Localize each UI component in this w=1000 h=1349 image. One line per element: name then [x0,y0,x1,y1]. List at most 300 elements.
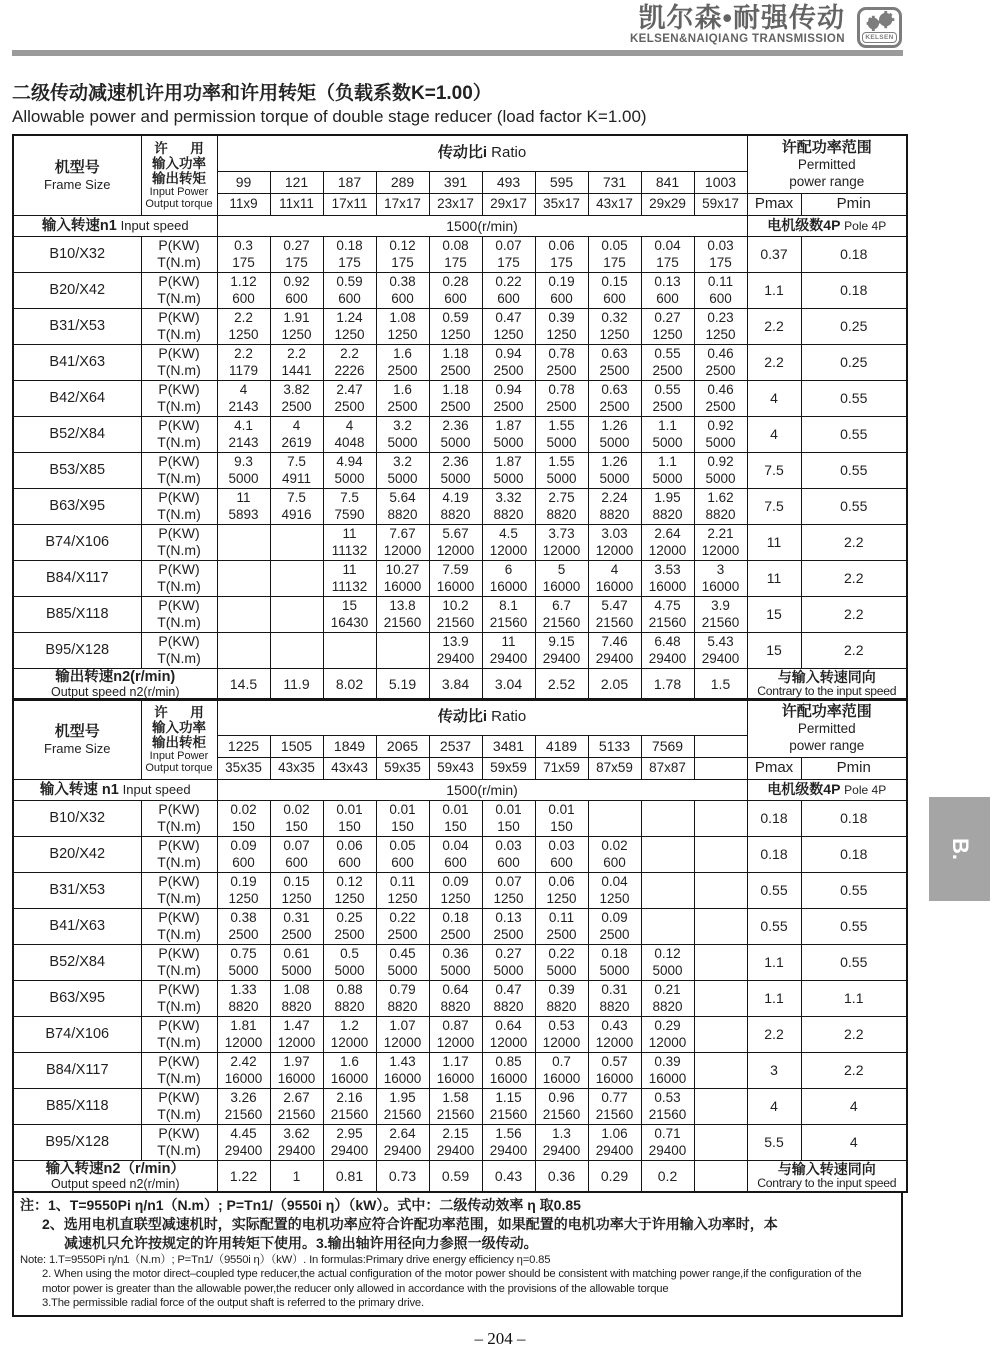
table-row [13,1088,907,1124]
output-speed-cell: 5.19 [376,668,429,700]
table-row [13,1124,907,1160]
pt-value-cell: 1.6 2500 [376,344,429,380]
pt-value-cell: 1.26 5000 [588,416,641,452]
frame-size-cell: B74/X106 [13,524,141,560]
input-speed-label-en: Input speed [122,781,191,797]
pt-value-cell: 1.18 2500 [429,344,482,380]
pmax-cell: 4 [747,416,801,452]
output-speed-row [13,668,907,700]
pt-label-cell: P(KW) T(N.m) [141,800,217,836]
ratio-value-cell: 841 [641,171,694,193]
ratio-value-cell: 4189 [535,735,588,757]
pt-value-cell: 0.04 1250 [588,872,641,908]
pt-value-cell: 2.24 8820 [588,488,641,524]
rotation-note-en: Contrary to the input speed [757,1176,897,1191]
pt-value-cell: 1.17 16000 [429,1052,482,1088]
ratio-value-cell: 595 [535,171,588,193]
pt-label-cell: P(KW) T(N.m) [141,236,217,272]
pmin-cell: 0.55 [801,908,907,944]
pt-label-cell: P(KW) T(N.m) [141,1052,217,1088]
pt-value-cell: 0.31 8820 [588,980,641,1016]
pt-label-cell: P(KW) T(N.m) [141,272,217,308]
page-title-cn: 二级传动减速机许用功率和许用转矩（负载系数K=1.00） [12,83,492,104]
table-row [13,524,907,560]
pmax-cell: 2.2 [747,308,801,344]
ratio-value-cell: 187 [323,171,376,193]
pt-value-cell: 4.19 8820 [429,488,482,524]
pt-value-cell: 0.01 150 [376,800,429,836]
pmax-cell: 2.2 [747,1016,801,1052]
pt-value-cell: 0.09 600 [217,836,270,872]
pt-value-cell: 0.53 12000 [535,1016,588,1052]
pt-value-cell: 2.2 2226 [323,344,376,380]
power-header-en1: Input Power [149,749,209,762]
pmax-cell: 11 [747,560,801,596]
input-speed-label [13,215,217,236]
pmin-cell: 0.25 [801,344,907,380]
permitted-header-cn: 许配功率范围 [781,702,872,720]
pt-value-cell [694,980,747,1016]
pt-value-cell: 0.38 2500 [217,908,270,944]
pmax-cell: 3 [747,1052,801,1088]
frame-size-header-cn: 机型号 [54,722,100,740]
pt-label-cell: P(KW) T(N.m) [141,944,217,980]
pt-value-cell: 0.09 2500 [588,908,641,944]
ratio-value-cell: 1849 [323,735,376,757]
pmin-cell: 2.2 [801,1016,907,1052]
pt-value-cell: 2.36 5000 [429,452,482,488]
pt-value-cell [694,1124,747,1160]
pt-value-cell: 0.63 2500 [588,344,641,380]
permitted-header-en2: power range [789,173,865,189]
pt-value-cell [376,632,429,668]
brand-name-en: KELSEN&NAIQIANG TRANSMISSION [629,33,845,45]
pt-value-cell: 0.78 2500 [535,380,588,416]
frame-size-header-cn: 机型号 [54,158,100,176]
input-speed-value: 1500(r/min) [217,215,747,236]
pt-value-cell [694,1052,747,1088]
pt-value-cell: 10.27 16000 [376,560,429,596]
ratio-value-cell: 289 [376,171,429,193]
stage-value-cell: 11x11 [270,193,323,215]
output-speed-cell: 2.05 [588,668,641,700]
frame-size-cell: B63/X95 [13,488,141,524]
pt-value-cell: 2.2 1179 [217,344,270,380]
pmin-cell: 0.55 [801,488,907,524]
pt-value-cell: 0.43 12000 [588,1016,641,1052]
pt-value-cell: 3.82 2500 [270,380,323,416]
pt-value-cell: 0.39 1250 [535,308,588,344]
pt-value-cell: 2.15 29400 [429,1124,482,1160]
section-tab-label: B. [947,838,973,860]
pt-value-cell: 2.36 5000 [429,416,482,452]
pt-value-cell: 7.5 4916 [270,488,323,524]
pmax-cell: 0.18 [747,836,801,872]
pt-label-cell: P(KW) T(N.m) [141,308,217,344]
pt-value-cell: 1.81 12000 [217,1016,270,1052]
output-speed-cell: 8.02 [323,668,376,700]
pt-value-cell: 0.07 1250 [482,872,535,908]
gearbox-icon [863,11,897,32]
input-power-header [141,699,217,779]
stage-value-cell: 23x17 [429,193,482,215]
table-row [13,596,907,632]
stage-value-cell: 17x17 [376,193,429,215]
power-header-en2: Output torque [145,197,213,210]
pmax-cell: 7.5 [747,488,801,524]
pt-value-cell: 11 29400 [482,632,535,668]
permitted-power-header [747,699,907,757]
pt-value-cell: 0.05 600 [376,836,429,872]
pmax-cell: 1.1 [747,980,801,1016]
pmin-cell: 2.2 [801,596,907,632]
frame-size-cell: B20/X42 [13,836,141,872]
frame-size-header [13,699,141,779]
motor-pole-cn: 电机级数4P [767,781,841,797]
pt-label-cell: P(KW) T(N.m) [141,1016,217,1052]
pt-value-cell: 0.27 175 [270,236,323,272]
output-speed-cell: 1 [270,1160,323,1192]
frame-size-cell: B41/X63 [13,344,141,380]
frame-size-cell: B31/X53 [13,308,141,344]
pt-value-cell: 5.43 29400 [694,632,747,668]
pt-value-cell: 2.64 12000 [641,524,694,560]
pmax-cell: 4 [747,1088,801,1124]
frame-size-cell: B20/X42 [13,272,141,308]
motor-pole-en: Pole 4P [844,783,887,797]
notes-block [12,1191,903,1317]
frame-size-header-en: Frame Size [44,176,111,192]
pt-value-cell [270,524,323,560]
pt-value-cell: 0.38 600 [376,272,429,308]
pmin-cell: 0.18 [801,800,907,836]
pmax-cell: 15 [747,632,801,668]
ratio-header-cn: 传动比i [437,708,487,726]
reducer-table-2 [12,698,908,1193]
ratio-value-cell [694,735,747,757]
stage-value-cell: 59x35 [376,757,429,779]
pt-value-cell: 0.71 29400 [641,1124,694,1160]
pmax-cell: 2.2 [747,344,801,380]
output-speed-label-en: Output speed n2(r/min) [50,1176,180,1191]
table-row [13,836,907,872]
frame-size-cell: B84/X117 [13,560,141,596]
pt-value-cell: 0.19 600 [535,272,588,308]
pt-value-cell: 0.27 1250 [641,308,694,344]
ratio-value-cell: 7569 [641,735,694,757]
output-speed-label [13,668,217,700]
ratio-header [217,699,747,735]
pt-value-cell: 0.21 8820 [641,980,694,1016]
frame-size-cell: B41/X63 [13,908,141,944]
pt-value-cell: 0.22 2500 [376,908,429,944]
kelsen-logo-icon [857,7,902,48]
rotation-note-en: Contrary to the input speed [757,684,897,698]
pt-value-cell: 0.39 8820 [535,980,588,1016]
power-header-line2: 输入功率 [152,719,206,735]
power-header-en1: Input Power [149,185,209,198]
pt-value-cell: 0.25 2500 [323,908,376,944]
pt-label-cell: P(KW) T(N.m) [141,488,217,524]
pmax-cell: 4 [747,380,801,416]
stage-value-cell: 87x87 [641,757,694,779]
pt-value-cell: 11 5893 [217,488,270,524]
reducer-table-1 [12,134,908,701]
frame-size-cell: B85/X118 [13,596,141,632]
pt-value-cell: 0.64 8820 [429,980,482,1016]
permitted-header-en1: Permitted [797,720,856,736]
output-speed-cell: 3.84 [429,668,482,700]
pt-value-cell: 1.15 21560 [482,1088,535,1124]
pt-value-cell: 0.78 2500 [535,344,588,380]
pt-value-cell: 1.1 5000 [641,452,694,488]
pt-value-cell: 0.28 600 [429,272,482,308]
pt-label-cell: P(KW) T(N.m) [141,596,217,632]
pt-value-cell: 3.2 5000 [376,452,429,488]
pt-value-cell: 1.1 5000 [641,416,694,452]
pt-value-cell: 1.47 12000 [270,1016,323,1052]
stage-value-cell: 59x43 [429,757,482,779]
pmax-cell: 0.55 [747,872,801,908]
output-speed-cell: 1.22 [217,1160,270,1192]
pt-value-cell: 0.19 1250 [217,872,270,908]
output-speed-label-cn: 输入转速n2（r/min） [45,1160,185,1177]
pt-value-cell: 0.03 600 [482,836,535,872]
pmin-cell: 0.25 [801,308,907,344]
pt-label-cell: P(KW) T(N.m) [141,452,217,488]
pt-value-cell: 0.12 1250 [323,872,376,908]
pt-value-cell: 0.01 150 [323,800,376,836]
pt-value-cell: 4 4048 [323,416,376,452]
ratio-value-cell: 1003 [694,171,747,193]
pt-value-cell [694,908,747,944]
pt-value-cell: 0.04 600 [429,836,482,872]
pt-value-cell: 0.57 16000 [588,1052,641,1088]
pt-value-cell: 1.95 21560 [376,1088,429,1124]
pt-value-cell: 1.55 5000 [535,416,588,452]
frame-size-cell: B53/X85 [13,452,141,488]
pt-value-cell: 2.2 1441 [270,344,323,380]
pt-value-cell: 3.62 29400 [270,1124,323,1160]
rotation-note-cn: 与输入转速同向 [777,1161,876,1178]
pt-value-cell: 0.7 16000 [535,1052,588,1088]
note-line: Note: 1.T=9550Pi η/n1（N.m）; P=Tn1/（9550i η）（kW）. In formulas:Primary drive energy efficiency η=0.85 [20,1253,551,1266]
output-speed-cell: 2.52 [535,668,588,700]
pt-value-cell: 0.92 600 [270,272,323,308]
pt-label-cell: P(KW) T(N.m) [141,524,217,560]
pt-value-cell: 4 16000 [588,560,641,596]
pt-value-cell: 0.23 1250 [694,308,747,344]
pt-value-cell: 1.56 29400 [482,1124,535,1160]
pt-label-cell: P(KW) T(N.m) [141,1088,217,1124]
pmin-cell: 1.1 [801,980,907,1016]
output-speed-cell: 0.43 [482,1160,535,1192]
frame-size-cell: B74/X106 [13,1016,141,1052]
input-speed-row [13,215,907,236]
pmin-cell: 0.55 [801,416,907,452]
power-header-line1: 许 用 [154,140,204,156]
pt-value-cell: 0.87 12000 [429,1016,482,1052]
pt-value-cell: 1.6 2500 [376,380,429,416]
pmax-cell: 0.37 [747,236,801,272]
pt-value-cell: 1.87 5000 [482,416,535,452]
pt-value-cell [217,524,270,560]
table-row [13,488,907,524]
pmax-cell: 1.1 [747,944,801,980]
pt-value-cell: 7.5 4911 [270,452,323,488]
pmin-cell: 0.18 [801,236,907,272]
pt-value-cell: 0.79 8820 [376,980,429,1016]
pt-value-cell: 0.64 12000 [482,1016,535,1052]
frame-size-cell: B63/X95 [13,980,141,1016]
pt-value-cell: 0.22 5000 [535,944,588,980]
pt-value-cell: 0.63 2500 [588,380,641,416]
permitted-header-en2: power range [789,737,865,753]
pt-value-cell [641,836,694,872]
pt-value-cell [270,596,323,632]
pt-value-cell: 0.5 5000 [323,944,376,980]
data-rows [13,800,907,1160]
pt-value-cell: 2.64 29400 [376,1124,429,1160]
pt-value-cell [694,872,747,908]
ratio-value-cell: 99 [217,171,270,193]
pmin-cell: 2.2 [801,560,907,596]
pt-value-cell: 0.11 600 [694,272,747,308]
table-row [13,344,907,380]
pt-value-cell: 1.62 8820 [694,488,747,524]
pmax-cell: 0.18 [747,800,801,836]
pmax-cell: 7.5 [747,452,801,488]
ratio-value-cell: 5133 [588,735,641,757]
pt-value-cell: 7.59 16000 [429,560,482,596]
pt-value-cell: 0.55 2500 [641,344,694,380]
ratio-value-cell: 121 [270,171,323,193]
table-row [13,560,907,596]
permitted-header-cn: 许配功率范围 [781,138,872,156]
stage-value-cell: 71x59 [535,757,588,779]
pt-value-cell [217,560,270,596]
table-row [13,416,907,452]
pmin-header: Pmin [801,193,907,215]
pt-value-cell: 0.47 1250 [482,308,535,344]
output-speed-cell: 14.5 [217,668,270,700]
pt-value-cell: 0.59 1250 [429,308,482,344]
pt-value-cell: 0.11 1250 [376,872,429,908]
page-number: – 204 – [474,1328,526,1348]
pt-value-cell: 4 2619 [270,416,323,452]
input-speed-row [13,779,907,800]
pt-value-cell: 2.47 2500 [323,380,376,416]
output-speed-cell: 0.29 [588,1160,641,1192]
pmax-header: Pmax [747,757,801,779]
brand-name-cn: 凯尔森•耐强传动 [638,3,845,33]
power-header-en2: Output torque [145,761,213,774]
pmin-cell: 0.55 [801,380,907,416]
ratio-value-cell: 2065 [376,735,429,757]
pt-value-cell: 0.96 21560 [535,1088,588,1124]
logo-word: KELSEN [862,32,896,43]
pt-value-cell: 0.13 2500 [482,908,535,944]
pt-value-cell [694,836,747,872]
pt-value-cell: 2.16 21560 [323,1088,376,1124]
pt-value-cell: 0.11 2500 [535,908,588,944]
motor-pole-label [747,779,907,800]
pmin-cell: 4 [801,1124,907,1160]
pt-value-cell: 1.95 8820 [641,488,694,524]
page-header [0,0,1000,58]
page-title [12,82,1000,128]
output-speed-cell: 11.9 [270,668,323,700]
pt-label-cell: P(KW) T(N.m) [141,344,217,380]
pt-value-cell: 0.15 600 [588,272,641,308]
data-rows [13,236,907,668]
pt-value-cell: 0.92 5000 [694,416,747,452]
pt-value-cell: 5.67 12000 [429,524,482,560]
stage-value-cell [694,757,747,779]
output-speed-cell [694,1160,747,1192]
stage-value-cell: 87x59 [588,757,641,779]
stage-value-cell: 59x59 [482,757,535,779]
stage-value-cell: 35x17 [535,193,588,215]
pt-value-cell: 1.08 8820 [270,980,323,1016]
frame-size-cell: B42/X64 [13,380,141,416]
pt-label-cell: P(KW) T(N.m) [141,632,217,668]
pt-value-cell: 0.22 600 [482,272,535,308]
stage-value-cell: 43x35 [270,757,323,779]
pt-value-cell: 9.3 5000 [217,452,270,488]
pt-value-cell: 3 16000 [694,560,747,596]
ratio-header-en: Ratio [491,144,527,162]
pt-value-cell: 1.58 21560 [429,1088,482,1124]
pt-value-cell: 5.47 21560 [588,596,641,632]
pt-value-cell: 1.91 1250 [270,308,323,344]
stage-value-cell: 29x17 [482,193,535,215]
pt-value-cell: 0.07 600 [270,836,323,872]
pt-value-cell: 0.59 600 [323,272,376,308]
ratio-value-cell: 391 [429,171,482,193]
pt-value-cell: 4.45 29400 [217,1124,270,1160]
input-speed-label-cn: 输入转速 n1 [39,781,119,798]
pmax-cell: 15 [747,596,801,632]
pt-value-cell: 1.55 5000 [535,452,588,488]
pt-value-cell: 4.1 2143 [217,416,270,452]
pmin-cell: 0.18 [801,272,907,308]
pt-value-cell: 5 16000 [535,560,588,596]
input-speed-value: 1500(r/min) [217,779,747,800]
input-power-header [141,135,217,215]
pt-value-cell: 0.85 16000 [482,1052,535,1088]
power-header-line3: 输出转矩 [152,170,206,186]
pmin-cell: 0.55 [801,944,907,980]
pt-value-cell: 3.2 5000 [376,416,429,452]
table-row [13,980,907,1016]
pt-value-cell [641,908,694,944]
pmax-cell: 5.5 [747,1124,801,1160]
pmax-header: Pmax [747,193,801,215]
pt-value-cell: 0.07 175 [482,236,535,272]
pt-value-cell: 0.05 175 [588,236,641,272]
pt-value-cell: 1.97 16000 [270,1052,323,1088]
pt-value-cell: 2.95 29400 [323,1124,376,1160]
power-header-line1: 许 用 [154,704,204,720]
pmin-cell: 2.2 [801,1052,907,1088]
pt-value-cell: 6.48 29400 [641,632,694,668]
output-speed-cell: 0.59 [429,1160,482,1192]
rotation-direction-note [747,1160,907,1192]
stage-value-cell: 43x43 [323,757,376,779]
table-row [13,908,907,944]
table-row [13,380,907,416]
